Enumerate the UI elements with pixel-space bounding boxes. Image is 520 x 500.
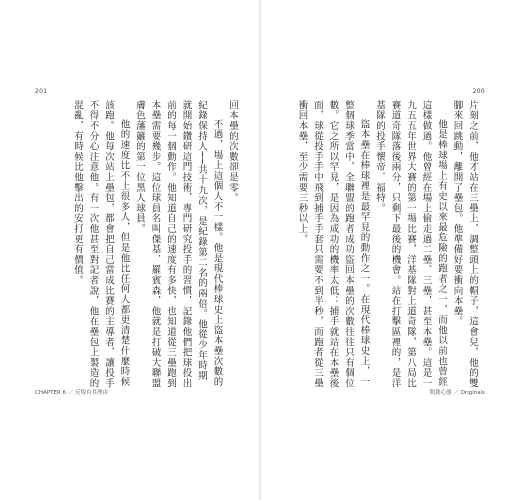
body-paragraph: 他是棒球場上有史以來最危險的跑者之一，而他以前也曾經這樣做過。他曾經在場上偷走過二壘、三壘，甚至本壘。這是一九五五年世界大賽的第一場比賽，洋基隊對上道奇隊，第八局比賽道奇隊落後兩分，只剩下最後的機會。站在打擊區裡的，是洋基隊的投手懷帝．福特。 — [374, 100, 447, 389]
left-running-footer: CHAPTER 6 ／ 反叛有其理由 — [35, 390, 108, 396]
right-running-footer: 開創心態 ／ Originals — [429, 390, 485, 396]
right-page — [260, 0, 520, 500]
body-paragraph: 他的速度比不上很多人，但是他比任何人都更清楚什麼時候該跑。他每次站上壘包，都會把自己當成比賽的主導者，讓投手不得不分心注意他。有一次他甚至對記者說，他在壘包上製造的混亂，有時候比他擊出的安打更有價值。 — [72, 100, 130, 389]
right-page-number: 200 — [472, 88, 485, 95]
body-paragraph: 片刻之前，他才站在三壘上，調整頭上的帽子，這會兒，他的雙腳來回跳動，離開了壘包。他準備好要衝向本壘。 — [451, 100, 478, 389]
body-paragraph: 回本壘的次數卻是零。 — [227, 100, 238, 203]
left-page-body — [40, 100, 240, 390]
body-paragraph: 不過，場上這個人不一樣。他是現代棒球史上盜本壘次數的紀錄保持人──共十九次，是紀錄第二名的兩倍。他從少年時期就開始鑽研這門技術，專門研究投手的習慣，記錄他們把球投出前的每一個動作。他知道自己的速度有多快，也知道從三壘跑到本壘需要幾步。這位球員名叫傑基．羅賓森，他就是打破大聯盟膚色藩籬的第一位黑人球員。 — [134, 100, 223, 389]
left-page-number: 201 — [35, 88, 48, 95]
body-paragraph: 盜本壘在棒球裡是最罕見的動作之一。在現代棒球史上，一整個球季當中，全聯盟的跑者成功盜回本壘的次數往往只有個位數。它之所以罕見，是因為成功的機率太低：捕手就站在本壘後面，球從投手手中飛到捕手手套只需要不到半秒，而跑者從三壘衝回本壘，至少需要三秒以上。 — [296, 100, 370, 389]
right-page-body — [280, 100, 480, 390]
